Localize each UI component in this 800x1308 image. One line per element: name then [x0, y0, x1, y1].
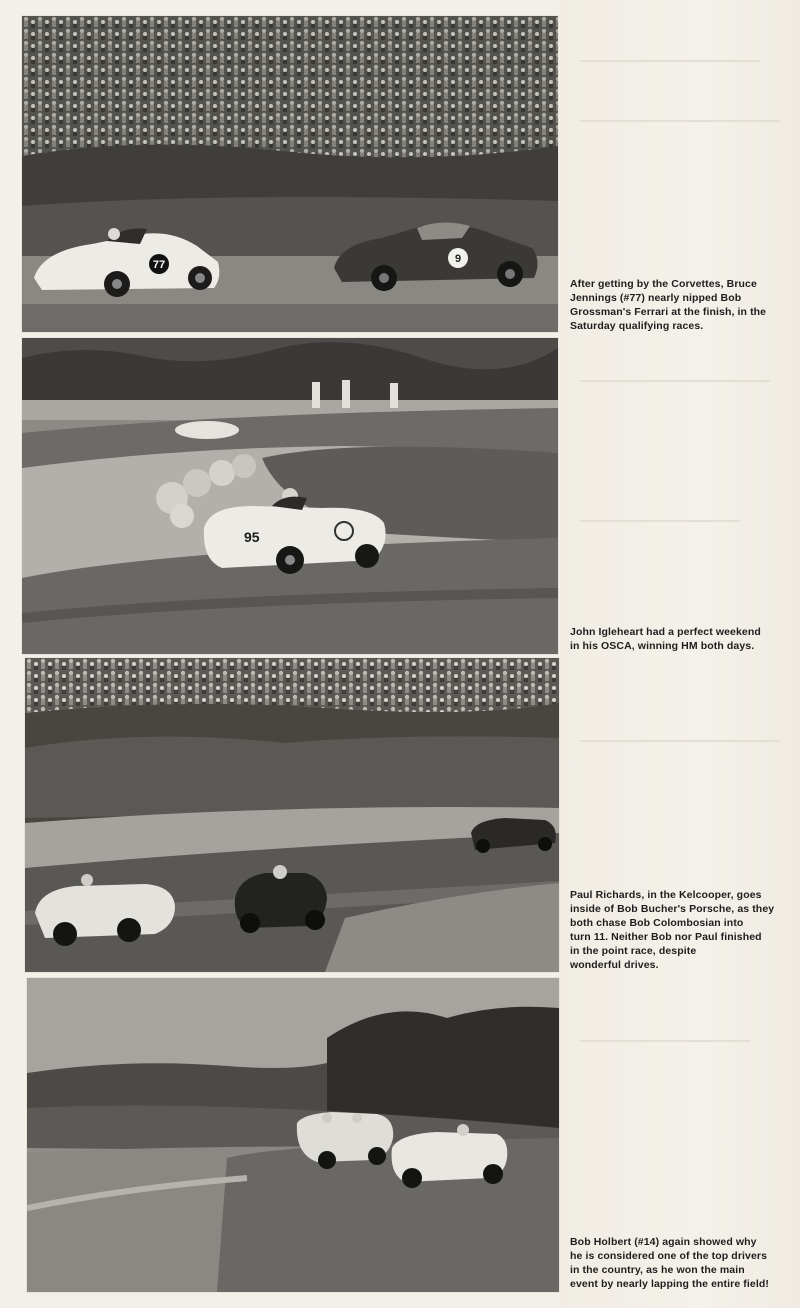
- bleed-through-margin: [560, 0, 800, 1308]
- car-number-77: 77: [152, 259, 166, 271]
- photo-holbert-lead: [26, 977, 560, 1293]
- caption-3: Paul Richards, in the Kelcooper, goes inside of Bob Bucher's Porsche, as they both chase Bob Colombosian into turn 11. Neither Bob nor Paul finished in the point race, despite wonderful drives.: [570, 889, 775, 971]
- caption-4: Bob Holbert (#14) again showed why he is considered one of the top drivers in the country, as he won the main event by nearly lapping the entire field!: [570, 1236, 769, 1290]
- caption-2: John Igleheart had a perfect weekend in his OSCA, winning HM both days.: [570, 626, 761, 652]
- photo-porsche-ferrari: [21, 15, 559, 333]
- photo-kelcooper-porsche: [24, 657, 560, 973]
- car-number-95: 95: [244, 529, 260, 545]
- car-number-9: 9: [454, 253, 462, 265]
- caption-1: After getting by the Corvettes, Bruce Jennings (#77) nearly nipped Bob Grossman's Ferrari at the finish, in the Saturday qualifying races.: [570, 278, 767, 332]
- photo-osca-turn: [21, 337, 559, 655]
